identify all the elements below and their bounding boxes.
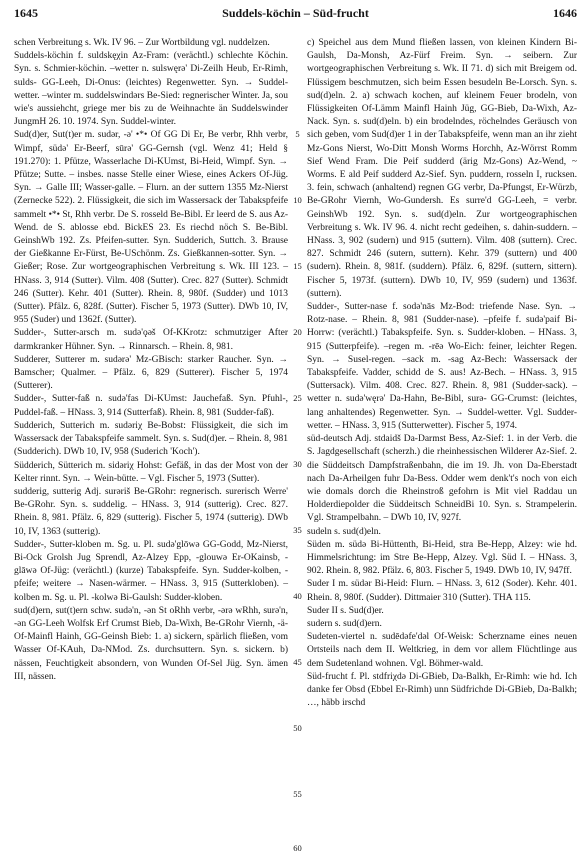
entry-sudderer: Sudderer, Sutterer m. sudərə' Mz-GBisch: starker Raucher. Syn. → Bamscher; Qualmer. – Pfälz. 6, 829 (Sutterer). Fischer 5, 1974 (Sutterer).: [14, 354, 288, 392]
line-number: 15: [293, 261, 302, 271]
entry-sudder-kloben: Sudder-, Sutter-kloben m. Sg. u. Pl. sudə'glōwə GG-Godd, Mz-Nierst, Bi-Ock Grolsh Jug Sprendl, Az-Alzey Epp, -glouwə Er-OKainsb, -glāwə Of-Jüg: (verächtl.) (kurze) Tabakspfeife. Syn. Sudder-kolben, -pfeife; weitere → Nasen-wärmer. – HNass. 3, 915 (Sutterkloben). –kolben m. Sg. u. Pl. -kolwə Bi-Gaulsh: Sudder-kloben.: [14, 539, 288, 603]
entry-sued-deutsch: süd-deutsch Adj. stdaidš Da-Darmst Bess, Az-Sief: 1. in der Verb. die S. Jagdgesellschaft (scherzh.) die rheinhessischen Wilderer Az-Sief. 2. die Süddeitsch Dampfstraßenbahn, die im 19. Jh. von Da-Eberstadt nach Da-Arheilgen fuhr Da-Bess. Odder wem denk't's noch von eich wie domals dorch die Rheinstroß gefohrn is Mit viel Raddau un Holderdiepolder die Süddeitsch SchneidBi 10. Syn. s. Strampelerin. Vgl. Strampelbahn. – DWb 10, IV, 927f.: [307, 434, 577, 524]
line-number: 55: [293, 789, 302, 799]
entry-sudderich: Sudderich, Sutterich m. sudəriχ Be-Bobst: Flüssigkeit, die sich im Wassersack der Tabakspfeife sammelt. Syn. s. Sud(d)er. – Rhein. 8, 981 (Sudderich). DWb 10, IV, 958 (Suderich 'Koch').: [14, 420, 288, 458]
line-number: 30: [293, 459, 302, 469]
entry-sueden: Süden m. südə Bi-Hüttenth, Bi-Heid, stra Be-Hepp, Alzey: wie hd. Himmelsrichtung: im Stre Be-Hepp, Alzey. Vgl. Süd I. – HNass. 3, 902. Rhein. 8, 982. Pfälz. 6, 803. Fischer 5, 1949. DWb 10, IV, 947ff.: [307, 539, 577, 577]
entry-sudeten-viertel: Sudeten-viertel n. sudēdəfe'dəl Of-Weisk: Scherzname eines neuen Ortsteils nach dem II. Weltkrieg, in dem vor allem Flüchtlinge aus dem Sudetenland wohnen. Vgl. Böhmer-wald.: [307, 632, 577, 669]
line-number: 60: [293, 843, 302, 853]
line-number: 5: [295, 129, 300, 139]
entry-sudder: Sud(d)er, Sut(t)er m. sudər, -ə' •*• Of GG Di Er, Be verbr, Rhh verbr, Wimpf, südə' Er-Beerf, sūrə' GG-Gernsh (vgl. Wenz 41; Held § 191.270): 1. Pfütze, Wasserlache Di-KUmst, Bi-Heid, Wimpf. Syn. → Pfütze; Sutte. – insbes. nasse Stelle einer Wiese, eines Ackers Of-Jüg. Syn. → Galle III; Wasser-galle. – Flurn. an der suttern 1355 Mz-Nierst (Zernecke 522). 2. Flüssigkeit, die sich im Wassersack der Tabakspfeife sammelt •*• St, Rhh verbr. De S. rosseld Be-Bibl. Er leerd de S. aus Az-Wend. de S. ablosse ebd. BickES 23. Es riechd nöch S. Be-Bibl. GeinshWb 192. Zs. Pfeifen-sutter. Syn. Sudderich, Suttch. 3. Brause der Gießkanne Er-Fürst, Be-USchönm. Zs. Gießkannen-sotter. Syn. → Gießer; Rose. Zur wortgeographischen Verbreitung s. Wk. III 123. – HNass. 3, 914 (Sutter). Vilm. 408 (Sutter). Crec. 827 (Sutter). Schmidt 246 (Sutter). Kehr. 401 (Sutter). Rhein. 8, 980f. (Sudder) und 1013 (Sutter). Pfälz. 6, 828f. (Sutter). Fischer 5, 1973 (Sutter). DWb 10, IV, 955 (Suder) und 1362f. (Sutter).: [14, 130, 288, 326]
entry-suder-2: Suder II s. Sud(d)er.: [307, 605, 384, 616]
line-number-gutter: [288, 37, 307, 857]
entry-continuation: schen Verbreitung s. Wk. IV 96. – Zur Wortbildung vgl. nuddelzen.: [14, 38, 270, 48]
line-number: 10: [293, 195, 302, 205]
entry-suedderich: Südderich, Sütterich m. sidəriχ Hohst: Gefäß, in das der Most von der Kelter rinnt. Syn. → Wein-bütte. – Vgl. Fischer 5, 1973 (Sutter).: [14, 460, 288, 484]
entry-sudder-arsch: Sudder-, Sutter-arsch m. sudə'ǫəš Of-KKrotz: schmutziger After darmkranker Hühner. Syn. → Rinnarsch. – Rhein. 8, 981.: [14, 328, 288, 352]
entry-suddels-koechin: Suddels-köchin f. suldskęχin Az-Fram: (verächtl.) schlechte Köchin. Syn. s. Schmier-köchin. –wetter n. sulswęrə' Di-Zeilh Heub, Er-Rimh, sulds- GG-Leeh, Di-Onus: (leichtes) Regenwetter. Syn. → Suddel-wetter. –winter m. suddelswindərs Be-Sied: regnerischer Winter. Ja, sou wie's aussiehcht, griege mer bis zu de Weihnachte än Suddelswinder JungmH 26. 10. 1974. Syn. Suddel-winter.: [14, 51, 288, 128]
page-header: [14, 6, 577, 24]
line-number: 35: [293, 525, 302, 535]
line-number: 40: [293, 591, 302, 601]
entry-sued-frucht: Süd-frucht f. Pl. stdfriχdə Di-GBieb, Da-Balkh, Er-Rimh: wie hd. Ich danke fer Obsd (Ebbel Er-Rimh) unn Südfrichde Di-GBieb, Da-Balkh; …, häbb irschd: [307, 671, 577, 709]
line-number: 25: [293, 393, 302, 403]
entry-sudder-fass: Sudder-, Sutter-faß n. sudə'fas Di-KUmst: Jauchefaß. Syn. Pfuhl-, Puddel-faß. – HNass. 3, 914 (Sutterfaß). Rhein. 8, 981 (Sudder-faß).: [14, 394, 288, 418]
entry-sudder-nase: Sudder-, Sutter-nase f. sodə'nās Mz-Bod: triefende Nase. Syn. → Rotz-nase. – Rhein. 8, 981 (Sudder-nase). –pfeife f. sudə'paif Bi-Horrw: (verächtl.) Tabakspfeife. Syn. s. Sudder-kloben. – HNass. 3, 915 (Sutterpfeife). –regen m. -rēə Wo-Eich: feiner, leichter Regen. Syn. → Susel-regen. –sack m. -sag Az-Bech: Wassersack der Tabakspfeife. Vadder, schidd de S. aus! Az-Bech. – HNass. 3, 915 (Suttersack). Vilm. 408. Crec. 827. Rhein. 8, 981 (Sudder-sack). –wetter n. sudə'węrə' Da-Hahn, Be-Bibl, surə- GG-Crumst: (leichtes, lang anhaltendes) Regenwetter. Syn. → Suddel-wetter. Vgl. Sudder-wetter. – HNass. 3, 915 (Sutterwetter). Fischer 5, 1974.: [307, 302, 577, 431]
entry-sudderig: sudderig, sutterig Adj. surəriš Be-GRohr: regnerisch. surerisch Werre' Be-GRohr. Syn. s. suddelig. – HNass. 3, 914 (sutterig). Crec. 827. Rhein. 8, 981. Pfälz. 6, 829 (sutterig). Fischer 5, 1974 (sutterig). DWb 10, IV, 1363 (sutterig).: [14, 486, 288, 537]
entry-sudeln: sudeln s. sud(d)eln.: [307, 526, 381, 537]
entry-sudern: sudern s. sud(d)ern.: [307, 618, 382, 629]
entry-suddern-continued: c) Speichel aus dem Mund fließen lassen, von kleinen Kindern Bi-Gaulsh, Da-Monsh, Az-Fürf Freim. Syn. → seibern. Zur wortgeographischen Verbreitung s. Wk. II 71. d) sich mit Breigem od. Flüssigem beschmutzen, sich beim Essen besudeln Be-Lorsch. Syn. s. sud(d)eln. 2. a) schwach kochen, auf kleinem Feuer brodeln, von Flüssigkeiten Of-Lämm Mainfl Hainh Jüg, GG-Bieb, Da-Wixh, Az-Nack. Syn. s. sud(d)eln. b) ein brodelndes, röchelndes Geräusch von sich geben, vom Sud(d)er 1 in der Tabakspfeife, wenn man an ihr zieht Mz-Gons Nierst, Wo-Ditt Monsh Worms Horchh, Az-Wörrst Romm Sief Wend Fram. Die Peif sudderd (ärig Mz-Gons) Az-Wend, ~ Worms. E ald Peif sudderd Az-Sief. Syn. puddern, rosseln I, rucksen. 3. fein, schwach (anhaltend) regnen GG verbr, Da-Pfungst, Er-Würzb, Be-GRohr Viernh, Wo-Gundersh. Es surre'd GG-Leeh, = verbr. GeinshWb 192. Syn. s. sud(d)eln. Zur wortgeographischen Verbreitung s. Wk. IV 96. 4. nicht recht gedeihen, s. dahin-suddern. – HNass. 3, 902 (sudern) und 915 (suttern). Vilm. 408 (suttern). Crec. 827. Schmidt 246 (sutern, suttern). Kehr. 379 (suttern) und 400 (sudern). Rhein. 8, 981f. (suddern). Pfälz. 6, 829f. (suttern, sittern). Fischer 5, 1973f. (suttern). DWb 10, IV, 959 (sudern) und 1363f. (suttern).: [307, 38, 577, 299]
left-column: [14, 37, 288, 684]
line-number: 20: [293, 327, 302, 337]
entry-suddern: sud(d)ern, sut(t)ern schw. sudə'n, -ən St oRhh verbr, -ərə wRhh, surə'n, -ən GG-Leeh Wolfsk Erf Crumst Bieb, Da-Wixh, Be-GRohr Viernh, -ä- Of-Mainfl Hainh, GG-Geinsh Bieb: 1. a) sickern, spärlich fließen, vom Wasser Of-KAuh, Da-NMod. Zs. durchsuttern. Syn. s. sickern. b) nässen, Feuchtigkeit absondern, von Wunden Of-Sel Jüg. Syn. ämen III, nässen.: [14, 605, 288, 682]
entry-suder-1: Suder I m. südər Bi-Heid: Flurn. – HNass. 3, 612 (Soder). Kehr. 401. Rhein. 8, 980f. (Sudder). Dittmaier 310 (Sutter). THA 115.: [307, 579, 577, 603]
running-title: Suddels-köchin – Süd-frucht: [222, 6, 369, 20]
page-number-right: 1646: [553, 6, 577, 20]
right-column: [307, 37, 577, 710]
line-number: 45: [293, 657, 302, 667]
line-number: 50: [293, 723, 302, 733]
page-number-left: 1645: [14, 6, 38, 20]
